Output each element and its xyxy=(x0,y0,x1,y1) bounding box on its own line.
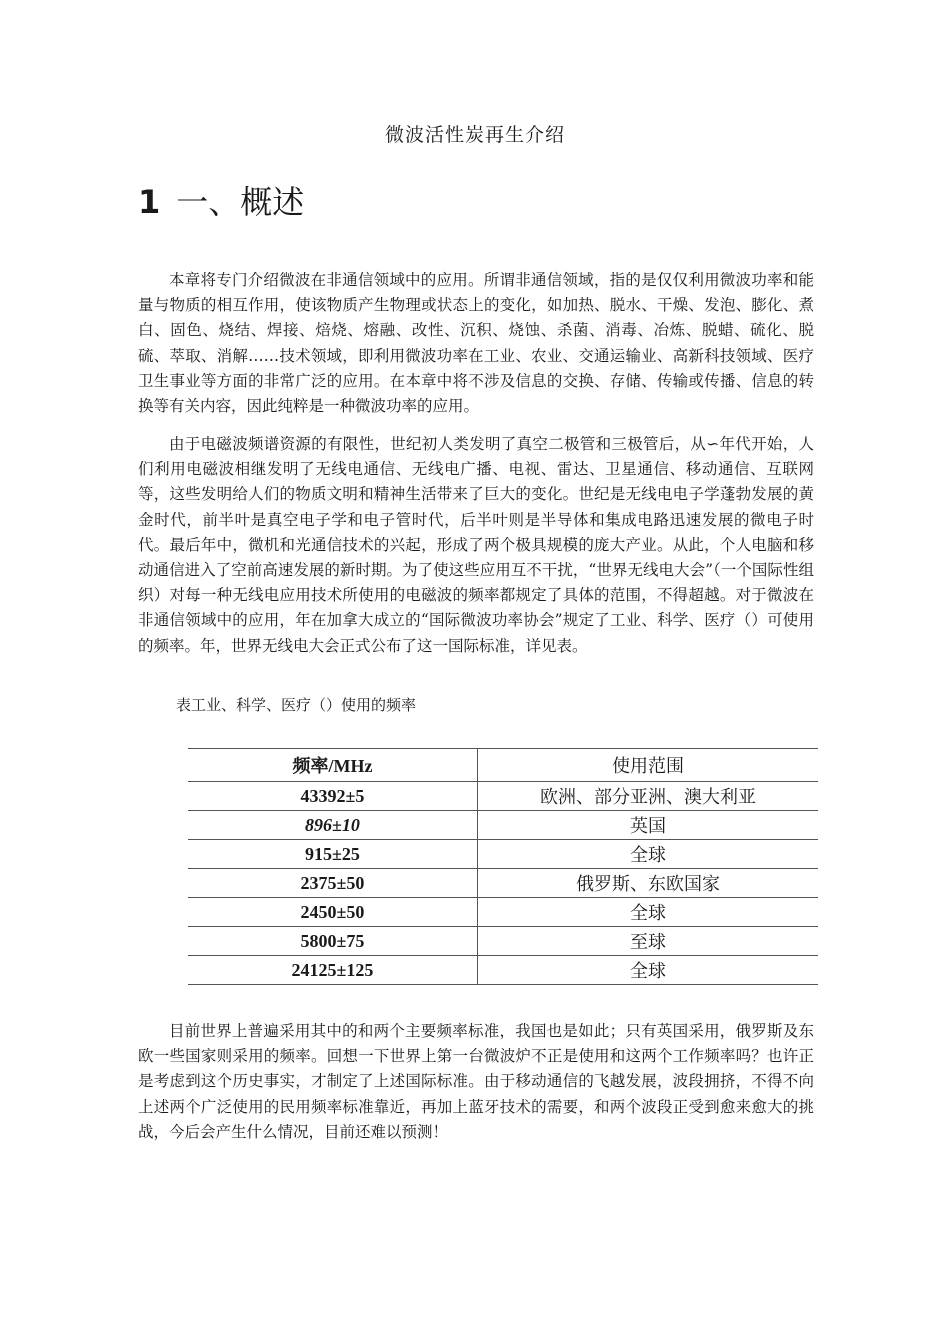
paragraph-history: 由于电磁波频谱资源的有限性，世纪初人类发明了真空二极管和三极管后，从∽年代开始，人们利用电磁波相继发明了无线电通信、无线电广播、电视、雷达、卫星通信、移动通信、互联网等，这些发明给人们的物质文明和精神生活带来了巨大的变化。世纪是无线电电子学蓬勃发展的黄金时代，前半叶是真空电子学和电子管时代，后半叶则是半导体和集成电路迅速发展的微电子时代。最后年中，微机和光通信技术的兴起，形成了两个极具规模的庞大产业。从此，个人电脑和移动通信进入了空前高速发展的新时期。为了使这些应用互不干扰，“世界无线电大会”（一个国际性组织）对每一种无线电应用技术所使用的电磁波的频率都规定了具体的范围，不得超越。对于微波在非通信领域中的应用，年在加拿大成立的“国际微波功率协会”规定了工业、科学、医疗（）可使用的频率。年，世界无线电大会正式公布了这一国际标准，详见表。 xyxy=(138,435,814,655)
table-row xyxy=(188,898,818,927)
table-row xyxy=(188,869,818,898)
cell-frequency: 5800±75 xyxy=(188,927,478,956)
cell-usage-range: 全球 xyxy=(478,840,819,869)
header-usage-range: 使用范围 xyxy=(478,749,819,782)
section-heading-text: 一、概述 xyxy=(176,183,305,221)
document-title: 微波活性炭再生介绍 xyxy=(384,124,565,146)
cell-frequency: 915±25 xyxy=(188,840,478,869)
section-heading xyxy=(138,180,304,224)
table-row xyxy=(188,927,818,956)
header-frequency: 频率/MHz xyxy=(188,749,478,782)
cell-frequency: 43392±5 xyxy=(188,782,478,811)
cell-usage-range: 欧洲、部分亚洲、澳大利亚 xyxy=(478,782,819,811)
table-caption: 表工业、科学、医疗（）使用的频率 xyxy=(176,696,417,714)
table-row xyxy=(188,840,818,869)
section-number: 1 xyxy=(138,183,161,221)
table-row xyxy=(188,956,818,985)
cell-frequency: 24125±125 xyxy=(188,956,478,985)
frequency-table xyxy=(188,748,818,985)
paragraph-intro: 本章将专门介绍微波在非通信领域中的应用。所谓非通信领域，指的是仅仅利用微波功率和能量与物质的相互作用，使该物质产生物理或状态上的变化，如加热、脱水、干燥、发泡、膨化、煮白、固色、烧结、焊接、焙烧、熔融、改性、沉积、烧蚀、杀菌、消毒、冶炼、脱蜡、硫化、脱硫、萃取、消解……技术领域，即利用微波功率在工业、农业、交通运输业、高新科技领域、医疗卫生事业等方面的非常广泛的应用。在本章中将不涉及信息的交换、存储、传输或传播、信息的转换等有关内容，因此纯粹是一种微波功率的应用。 xyxy=(138,271,814,416)
cell-frequency: 896±10 xyxy=(188,811,478,840)
cell-usage-range: 英国 xyxy=(478,811,819,840)
cell-usage-range: 全球 xyxy=(478,898,819,927)
table-row xyxy=(188,782,818,811)
cell-frequency: 2375±50 xyxy=(188,869,478,898)
cell-usage-range: 俄罗斯、东欧国家 xyxy=(478,869,819,898)
cell-usage-range: 至球 xyxy=(478,927,819,956)
table-row xyxy=(188,811,818,840)
paragraph-standards: 目前世界上普遍采用其中的和两个主要频率标准，我国也是如此；只有英国采用，俄罗斯及东欧一些国家则采用的频率。回想一下世界上第一台微波炉不正是使用和这两个工作频率吗？也许正是考虑到这个历史事实，才制定了上述国际标准。由于移动通信的飞越发展，波段拥挤，不得不向上述两个广泛使用的民用频率标准靠近，再加上蓝牙技术的需要，和两个波段正受到愈来愈大的挑战，今后会产生什么情况，目前还难以预测！ xyxy=(138,1022,814,1141)
table-header-row xyxy=(188,749,818,782)
cell-frequency: 2450±50 xyxy=(188,898,478,927)
cell-usage-range: 全球 xyxy=(478,956,819,985)
